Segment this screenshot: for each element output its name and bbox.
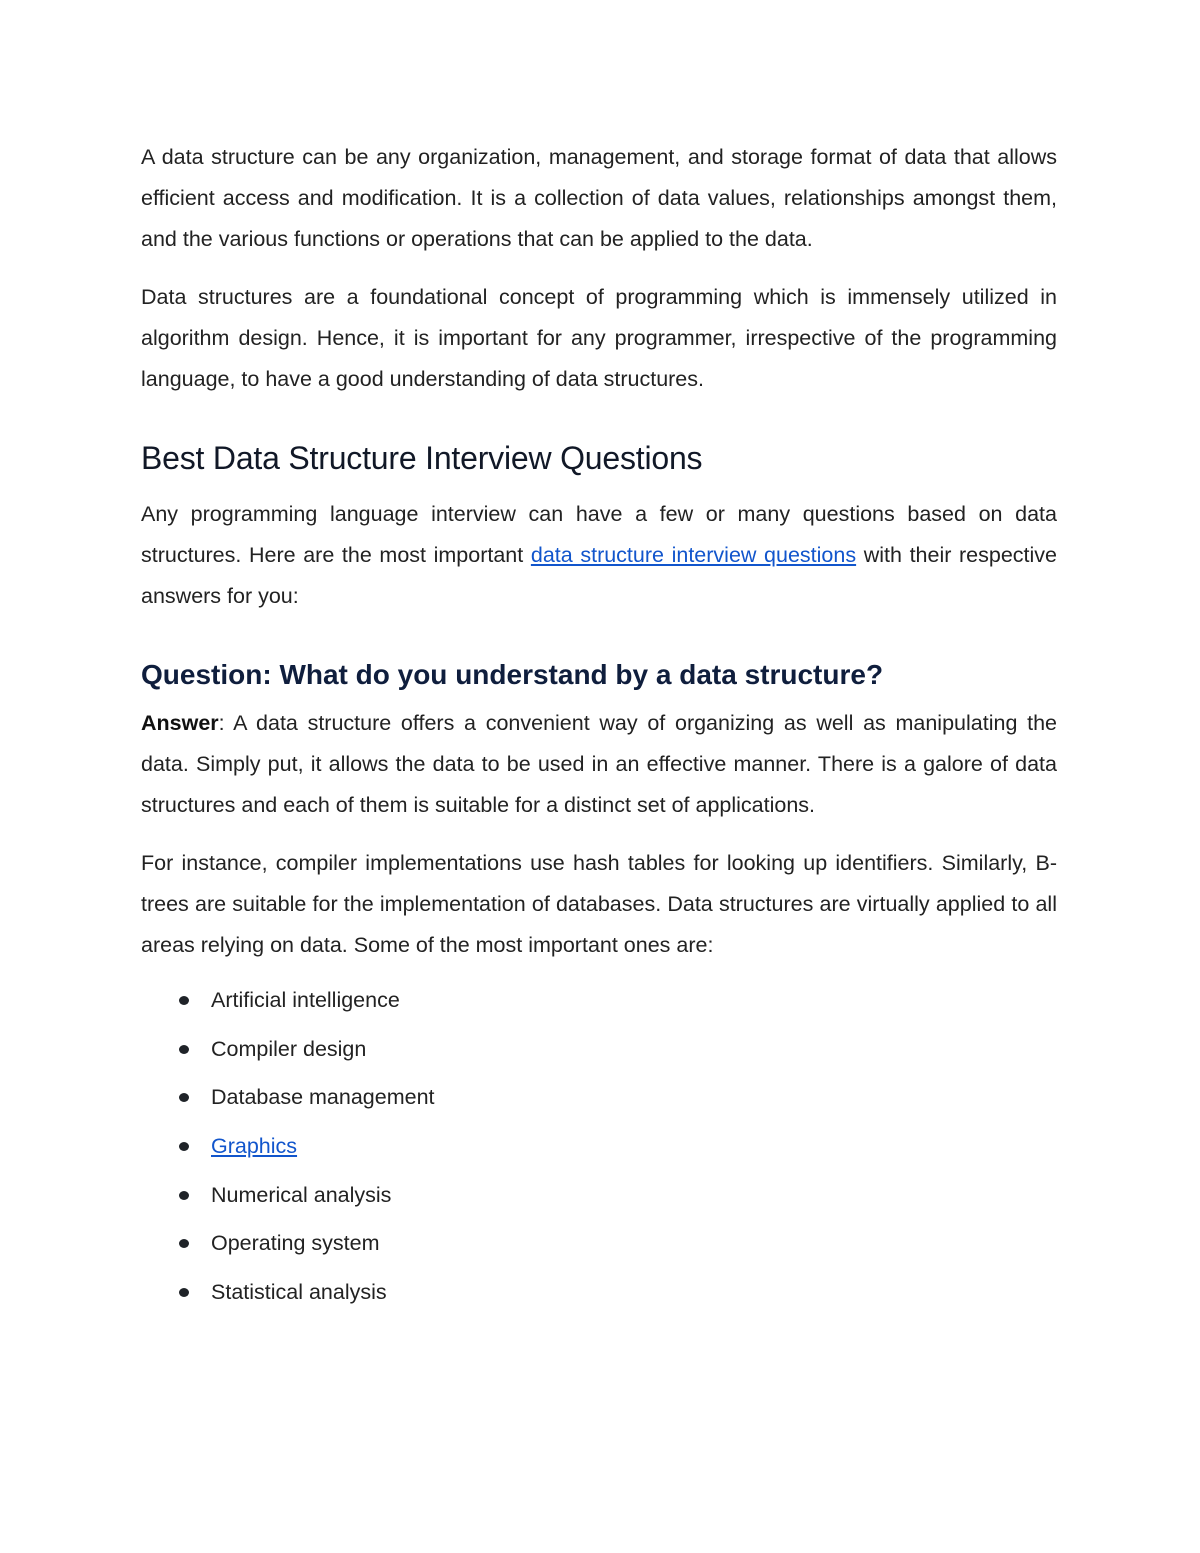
bullet-icon [179,1142,189,1151]
bullet-icon [179,1045,189,1054]
bullet-icon [179,1093,189,1102]
list-item [141,1082,1057,1112]
list-item-label: Numerical analysis [211,1182,392,1207]
bullet-icon [179,1239,189,1248]
list-item [141,1131,1057,1161]
list-item [141,1180,1057,1210]
instance-paragraph: For instance, compiler implementations use hash tables for looking up identifiers. Similarly, B-trees are suitable for the implementation of databases. Data structures are virtually applied to all areas relying on data. Some of the most important ones are: [141,851,1057,957]
list-item-label: Compiler design [211,1036,367,1061]
section-intro-paragraph [141,494,1057,617]
list-item-label: Artificial intelligence [211,988,400,1012]
bullet-icon [179,1191,189,1200]
section-intro-after-link: with their respective answers for you: [141,543,1058,608]
question-title: Question: What do you understand by a data structure? [141,659,884,690]
document-page [141,137,1057,1326]
answer-paragraph [141,703,1057,826]
interview-questions-link[interactable]: data structure interview questions [530,543,857,567]
answer-text: : A data structure offers a convenient way of organizing as well as manipulating the data. Simply put, it allows the data to be used in an effective manner. There is a galore of data structures and each of them is suitable for a distinct set of applications. [141,711,1057,817]
graphics-link[interactable]: Graphics [211,1134,298,1159]
list-item [141,1277,1057,1307]
list-item-label: Operating system [211,1231,380,1256]
section-title: Best Data Structure Interview Questions [141,440,703,476]
list-item-label: Database management [211,1085,435,1110]
answer-label: Answer [141,711,219,735]
intro-paragraph: A data structure can be any organization, management, and storage format of data that allows efficient access and modification. It is a collection of data values, relationships amongst them, and the various functions or operations that can be applied to the data. [141,145,1057,251]
list-item [141,1034,1057,1064]
foundation-paragraph: Data structures are a foundational concept of programming which is immensely utilized in algorithm design. Hence, it is important for any programmer, irrespective of the programming language, to have a good understanding of data structures. [141,285,1057,391]
bullet-icon [179,996,189,1005]
applications-list [141,985,1057,1307]
list-item-label: Statistical analysis [211,1280,387,1305]
section-intro-before-link: Any programming language interview can have a few or many questions based on data structures. Here are the most important [141,502,1057,567]
list-item [141,1228,1057,1258]
bullet-icon [179,1288,189,1297]
list-item [141,985,1057,1015]
